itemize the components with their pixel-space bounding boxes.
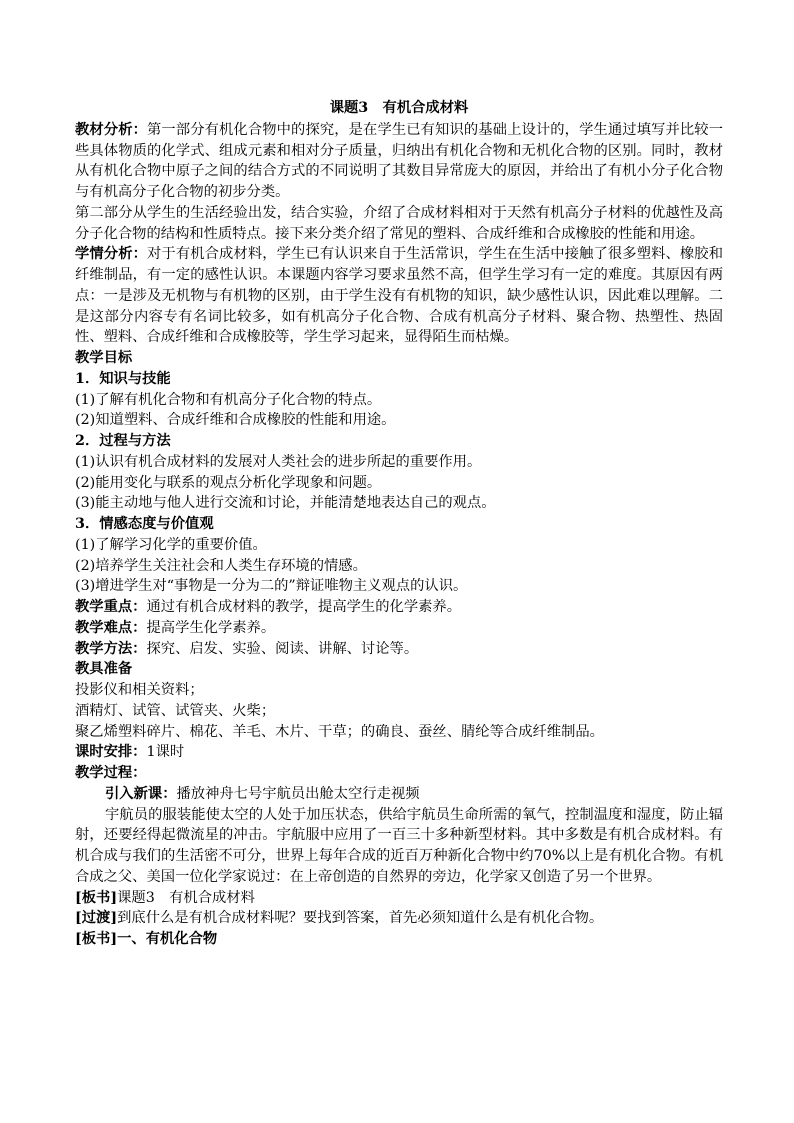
process-heading: 教学过程： (75, 765, 147, 781)
intro (75, 784, 723, 805)
tools-heading: 教具准备 (75, 661, 133, 678)
difficulty-point (75, 618, 723, 639)
tool-item: 酒精灯、试管、试管夹、火柴； (75, 702, 276, 719)
transition (75, 908, 723, 929)
goal-item: (3)增进学生对“事物是一分为二的”辩证唯物主义观点的认识。 (75, 578, 468, 595)
board-1 (75, 888, 723, 909)
tool-item: 聚乙烯塑料碎片、棉花、羊毛、木片、干草；的确良、蚕丝、腈纶等合成纤维制品。 (75, 723, 604, 740)
key-text: 通过有机合成材料的教学，提高学生的化学素养。 (146, 599, 462, 615)
goal-item: (1)认识有机合成材料的发展对人类社会的进步所起的重要作用。 (75, 453, 482, 470)
goal-item: (1)了解学习化学的重要价值。 (75, 536, 267, 553)
goal-item: (2)知道塑料、合成纤维和合成橡胶的性能和用途。 (75, 412, 396, 429)
analysis-paragraph-2: 第二部分从学生的生活经验出发，结合实验，介绍了合成材料相对于天然有机高分子材料的优越性及高分子化合物的结构和性质特点。接下来分类介绍了常见的塑料、合成纤维和合成橡胶的性能和用途。 (75, 204, 723, 242)
goal-item: (2)培养学生关注社会和人类生存环境的情感。 (75, 557, 367, 574)
goal-item: (1)了解有机化合物和有机高分子化合物的特点。 (75, 391, 382, 408)
goals-section-3: 3．情感态度与价值观 (75, 516, 214, 532)
intro-text: 播放神舟七号宇航员出舱太空行走视频 (176, 785, 420, 802)
analysis-text-1: 第一部分有机化合物中的探究，是在学生已有知识的基础上设计的，学生通过填写并比较一些具体物质的化学式、组成元素和相对分子质量，归纳出有机化合物和无机化合物的区别。同时，教材从有机化合物中原子之间的结合方式的不同说明了其数目异常庞大的原因，并给出了有机小分子化合物与有机高分子化合物的初步分类。 (75, 121, 723, 200)
goals-section-1: 1．知识与技能 (75, 370, 171, 387)
method-label: 教学方法： (75, 640, 147, 657)
student-paragraph: 学情分析：对于有机合成材料，学生已有认识来自于生活常识，学生在生活中接触了很多塑料、橡胶和纤维制品，有一定的感性认识。本课题内容学习要求虽然不高，但学生学习有一定的难度。其原因有两点：一是涉及无机物与有机物的区别，由于学生没有有机物的知识，缺少感性认识，因此难以理解。二是这部分内容专有名词比较多，如有机高分子化合物、合成有机高分子材料、聚合物、热塑性、热固性、塑料、合成纤维和合成橡胶等，学生学习起来，显得陌生而枯燥。 (75, 246, 723, 346)
teaching-method (75, 639, 723, 660)
student-label: 学情分析 (75, 246, 133, 263)
difficulty-text: 提高学生化学素养。 (146, 619, 276, 636)
difficulty-label: 教学难点： (75, 619, 147, 636)
board-2 (75, 929, 723, 950)
goals-heading: 教学目标 (75, 350, 133, 366)
board-1-label: [板书] (75, 889, 118, 906)
schedule-label: 课时安排： (75, 744, 147, 761)
student-text: 对于有机合成材料，学生已有认识来自于生活常识，学生在生活中接触了很多塑料、橡胶和纤维制品，有一定的感性认识。本课题内容学习要求虽然不高，但学生学习有一定的难度。其原因有两点：一是涉及无机物与有机物的区别，由于学生没有有机物的知识，缺少感性认识，因此难以理解。二是这部分内容专有名词比较多，如有机高分子化合物、合成有机高分子材料、聚合物、热塑性、热固性、塑料、合成纤维和合成橡胶等，学生学习起来，显得陌生而枯燥。 (75, 246, 723, 346)
page-title: 课题3 有机合成材料 (329, 100, 469, 116)
key-point (75, 597, 723, 618)
goal-item: (2)能用变化与联系的观点分析化学现象和问题。 (75, 474, 382, 491)
goals-section-2: 2．过程与方法 (75, 433, 171, 449)
analysis-paragraph: 教材分析：第一部分有机化合物中的探究，是在学生已有知识的基础上设计的，学生通过填写并比较一些具体物质的化学式、组成元素和相对分子质量，归纳出有机化合物和无机化合物的区别。同时，教材从有机化合物中原子之间的结合方式的不同说明了其数目异常庞大的原因，并给出了有机小分子化合物与有机高分子化合物的初步分类。 (75, 121, 723, 200)
process-paragraph: 宇航员的服装能使太空的人处于加压状态，供给宇航员生命所需的氧气，控制温度和湿度，防止辐射，还要经得起微流星的冲击。宇航服中应用了一百三十多种新型材料。其中多数是有机合成材料。有机合成与我们的生活密不可分，世界上每年合成的近百万种新化合物中约70%以上是有机化合物。有机合成之父、美国一位化学家说过：在上帝创造的自然界的旁边，化学家又创造了另一个世界。 (75, 806, 723, 885)
intro-label: 引入新课： (105, 785, 177, 802)
document-page (75, 98, 723, 950)
transition-label: [过渡] (75, 910, 118, 927)
schedule (75, 742, 723, 763)
tool-item: 投影仪和相关资料； (75, 682, 204, 698)
goal-item: (3)能主动地与他人进行交流和讨论，并能清楚地表达自己的观点。 (75, 495, 496, 512)
key-label: 教学重点： (75, 599, 147, 615)
analysis-label: 教材分析 (75, 121, 133, 138)
schedule-text: 1课时 (146, 744, 185, 761)
transition-text: 到底什么是有机合成材料呢？要找到答案，首先必须知道什么是有机化合物。 (117, 910, 604, 927)
board-1-text: 课题3 有机合成材料 (117, 889, 255, 906)
board-2-text: 一、有机化合物 (117, 931, 218, 947)
board-2-label: [板书] (75, 931, 118, 947)
method-text: 探究、启发、实验、阅读、讲解、讨论等。 (146, 640, 419, 657)
